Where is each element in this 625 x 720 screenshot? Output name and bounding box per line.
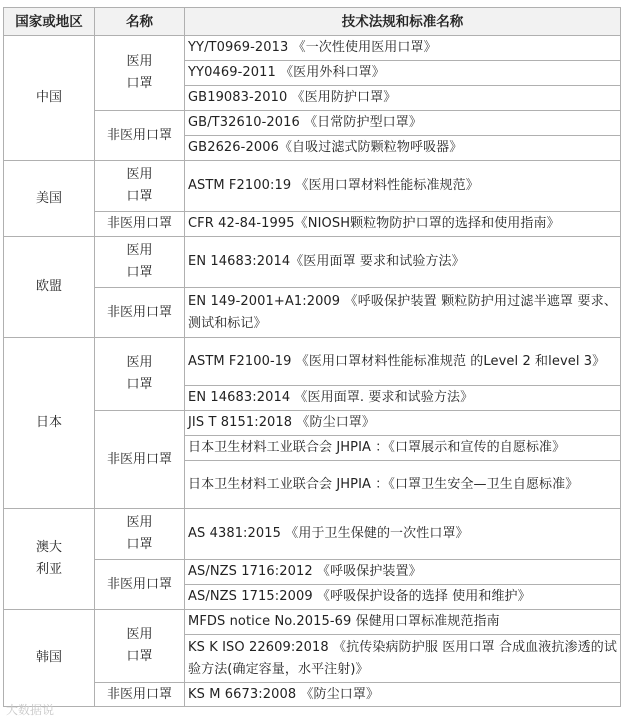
standard-cell: GB2626-2006《自吸过滤式防颗粒物呼吸器》 (185, 136, 621, 161)
category-medical (95, 237, 185, 288)
category-nonmedical: 非医用口罩 (95, 212, 185, 237)
table-row (4, 111, 621, 136)
category-nonmedical: 非医用口罩 (95, 411, 185, 509)
category-label-line: 口罩 (126, 76, 153, 91)
standard-cell: CFR 42-84-1995《NIOSH颗粒物防护口罩的选择和使用指南》 (185, 212, 621, 237)
category-nonmedical: 非医用口罩 (95, 560, 185, 610)
table-row (4, 212, 621, 237)
country-cell-japan: 日本 (4, 338, 95, 509)
category-label-line: 医用 (126, 515, 153, 530)
table-row (4, 683, 621, 707)
country-cell-usa: 美国 (4, 161, 95, 237)
table-row (4, 509, 621, 560)
category-label-line: 医用 (126, 355, 153, 370)
standard-cell: KS K ISO 22609:2018 《抗传染病防护服 医用口罩 合成血液抗渗透的试验方法(确定容量，水平注射)》 (185, 635, 621, 683)
category-medical (95, 36, 185, 111)
standard-cell: JIS T 8151:2018 《防尘口罩》 (185, 411, 621, 436)
standard-cell: GB/T32610-2016 《日常防护型口罩》 (185, 111, 621, 136)
category-nonmedical: 非医用口罩 (95, 111, 185, 161)
standard-cell: EN 14683:2014《医用面罩 要求和试验方法》 (185, 237, 621, 288)
standard-cell: GB19083-2010 《医用防护口罩》 (185, 86, 621, 111)
standard-cell: KS M 6673:2008 《防尘口罩》 (185, 683, 621, 707)
table-row (4, 610, 621, 635)
header-row (4, 8, 621, 36)
watermark: 大数据说 (6, 703, 55, 717)
category-medical (95, 509, 185, 560)
standard-cell: EN 149-2001+A1:2009 《呼吸保护装置 颗粒防护用过滤半遮罩 要求、测试和标记》 (185, 288, 621, 338)
category-medical (95, 161, 185, 212)
standard-cell: AS/NZS 1716:2012 《呼吸保护装置》 (185, 560, 621, 585)
standard-cell: EN 14683:2014 《医用面罩. 要求和试验方法》 (185, 386, 621, 411)
country-label-line: 利亚 (35, 562, 62, 577)
category-medical (95, 610, 185, 683)
header-name: 名称 (95, 8, 185, 36)
country-cell-korea: 韩国 (4, 610, 95, 707)
country-cell-china: 中国 (4, 36, 95, 161)
category-label-line: 口罩 (126, 377, 153, 392)
standard-cell: AS/NZS 1715:2009 《呼吸保护设备的选择 使用和维护》 (185, 585, 621, 610)
standard-cell: ASTM F2100:19 《医用口罩材料性能标准规范》 (185, 161, 621, 212)
category-label-line: 医用 (126, 167, 153, 182)
standard-cell: 日本卫生材料工业联合会 JHPIA ：《口罩卫生安全—卫生自愿标准》 (185, 461, 621, 509)
standard-cell: 日本卫生材料工业联合会 JHPIA ：《口罩展示和宣传的自愿标准》 (185, 436, 621, 461)
standard-cell: YY/T0969-2013 《一次性使用医用口罩》 (185, 36, 621, 61)
header-country: 国家或地区 (4, 8, 95, 36)
standard-cell: MFDS notice No.2015-69 保健用口罩标准规范指南 (185, 610, 621, 635)
table-row (4, 237, 621, 288)
standard-cell: YY0469-2011 《医用外科口罩》 (185, 61, 621, 86)
category-nonmedical: 非医用口罩 (95, 288, 185, 338)
table-row (4, 36, 621, 61)
mask-standards-table (3, 7, 621, 707)
category-label-line: 医用 (126, 627, 153, 642)
category-label-line: 口罩 (126, 537, 153, 552)
category-label-line: 口罩 (126, 265, 153, 280)
standard-cell: AS 4381:2015 《用于卫生保健的一次性口罩》 (185, 509, 621, 560)
category-label-line: 口罩 (126, 189, 153, 204)
country-label-line: 澳大 (35, 540, 62, 555)
header-standard: 技术法规和标准名称 (185, 8, 621, 36)
country-cell-australia (4, 509, 95, 610)
standard-cell: ASTM F2100-19 《医用口罩材料性能标准规范 的Level 2 和level 3》 (185, 338, 621, 386)
table-row (4, 411, 621, 436)
category-label-line: 口罩 (126, 649, 153, 664)
category-label-line: 医用 (126, 243, 153, 258)
table-row (4, 338, 621, 386)
category-medical (95, 338, 185, 411)
category-label-line: 医用 (126, 54, 153, 69)
table-row (4, 161, 621, 212)
category-nonmedical: 非医用口罩 (95, 683, 185, 707)
table-row (4, 288, 621, 338)
country-cell-eu: 欧盟 (4, 237, 95, 338)
table-row (4, 560, 621, 585)
